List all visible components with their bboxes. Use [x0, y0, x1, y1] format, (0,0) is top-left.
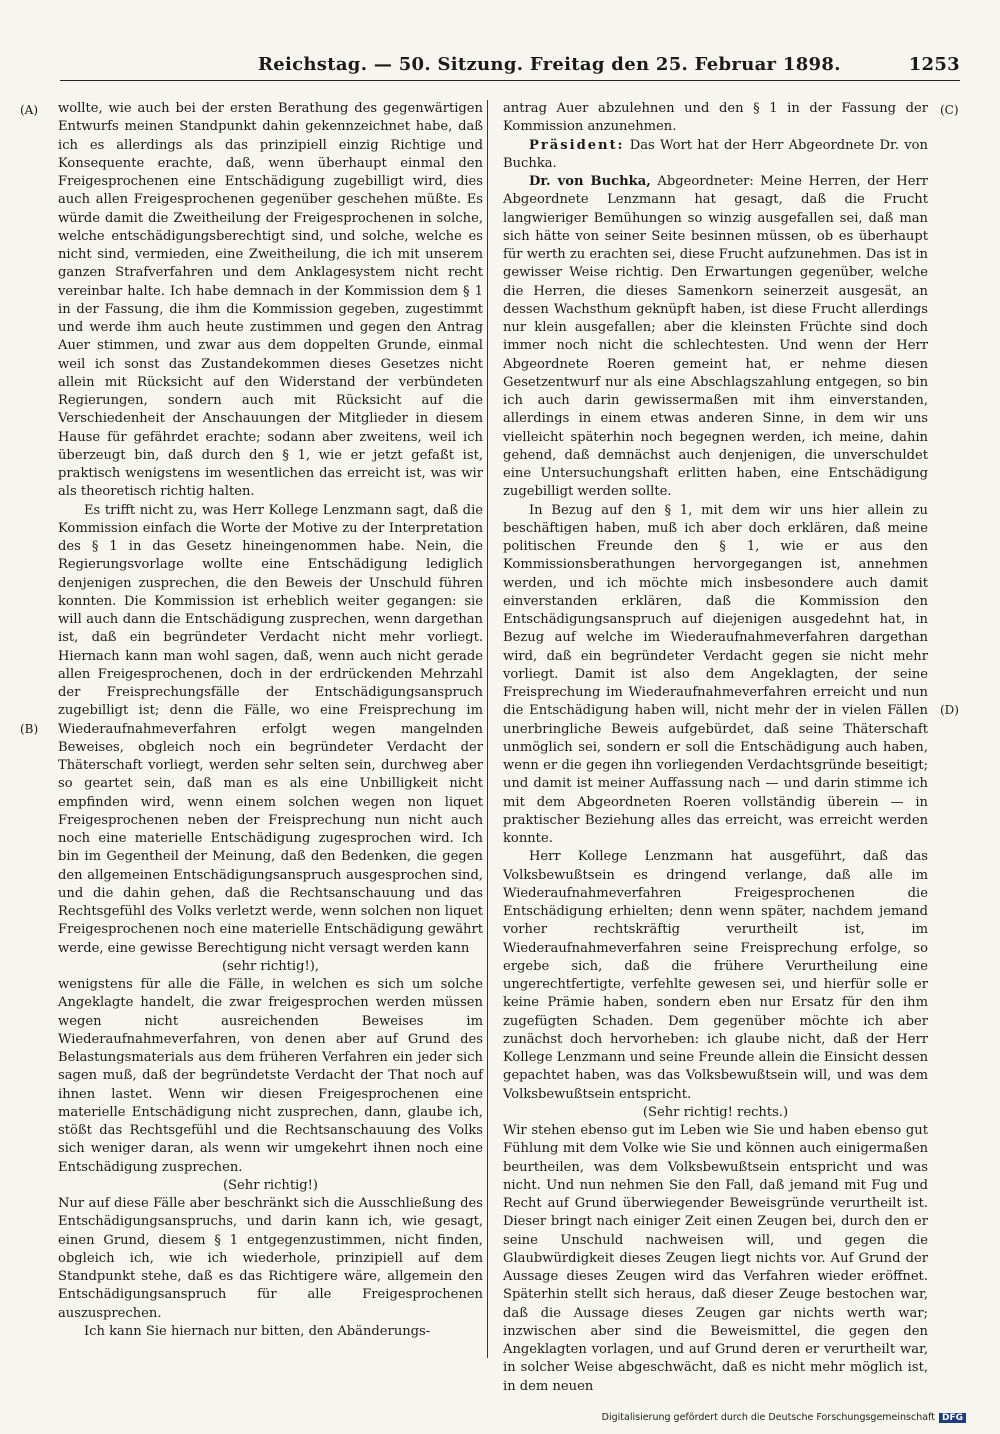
president-text: Das Wort hat der Herr Abgeordnete Dr. von Buchka. [503, 137, 928, 171]
margin-marker-a: (A) [20, 103, 39, 117]
margin-marker-c: (C) [940, 103, 959, 117]
left-interjection-2: (Sehr richtig!) [222, 1177, 319, 1193]
buchka-speech [503, 173, 928, 502]
left-paragraph-5: Ich kann Sie hiernach nur bitten, den Abänderungs- [84, 1323, 431, 1339]
margin-marker-d: (D) [940, 703, 959, 717]
left-interjection-1: (sehr richtig!), [221, 958, 319, 974]
page-header [60, 50, 960, 81]
buchka-text: Abgeordneter: Meine Herren, der Herr Abgeordnete Lenzmann hat gesagt, daß die Frucht langwieriger Bemühungen so winzig ausgefallen sei, daß man sich hätte von seiner Seite besinnen müssen, ob es überhaupt für werth zu erachten sei, diese Frucht aufzunehmen. Das ist in gewisser Weise richtig. Den Erwartungen gegenüber, welche die Herren, die dieses Samenkorn seinerzeit ausgesät, an dessen Wachsthum geknüpft haben, ist diese Frucht allerdings nur klein ausgefallen; aber die kleinsten Früchte sind doch immer noch nicht die schlechtesten. Und wenn der Herr Abgeordnete Roeren gemeint hat, er nehme diesen Gesetzentwurf nur als eine Abschlagszahlung entgegen, so bin ich auch darin gewissermaßen mit ihm einverstanden, allerdings in einem etwas anderen Sinne, in dem wir uns vielleicht späterhin noch begegnen werden, ich meine, dahin gehend, daß demnächst auch denjenigen, die unverschuldet eine Untersuchungshaft erlitten haben, eine Entschädigung zugebilligt werden sollte. [503, 174, 928, 500]
speaker-buchka: Dr. von Buchka, [529, 174, 651, 189]
margin-marker-b: (B) [20, 722, 39, 736]
right-paragraph-2: In Bezug auf den § 1, mit dem wir uns hier allein zu beschäftigen haben, muß ich aber doch erklären, daß meine politischen Freunde den § 1, wie er aus den Kommissionsberathungen hervorgegangen ist, annehmen werden, und ich möchte mich insbesondere auch damit einverstanden erklären, daß die Kommission den Entschädigungsanspruch auf diejenigen ausgedehnt hat, in Bezug auf welche im Wiederaufnahmeverfahren dargethan wird, daß ein begründeter Verdacht gegen sie nicht mehr vorliegt. Damit ist also dem Angeklagten, der seine Freisprechung im Wiederaufnahmeverfahren erreicht und nun die Entschädigung haben will, nicht mehr der in vielen Fällen unerbringliche Beweis aufgebürdet, daß seine Thäterschaft unmöglich sei, sondern er soll die Entschädigung auch haben, wenn er die gegen ihn vorliegenden Verdachtsgründe beseitigt; und damit ist meiner Auffassung nach — und darin stimme ich mit dem Abgeordneten Roeren vollständig überein — in praktischer Beziehung alles das erreicht, was erreicht werden konnte. [503, 502, 928, 846]
right-paragraph-1: antrag Auer abzulehnen und den § 1 in der Fassung der Kommission anzunehmen. [503, 101, 928, 135]
right-paragraph-3: Herr Kollege Lenzmann hat ausgeführt, daß das Volksbewußtsein es dringend verlange, daß alle im Wiederaufnahmeverfahren Freigesprochenen die Entschädigung erhielten; denn wenn später, nachdem jemand vorher rechtskräftig verurtheilt ist, im Wiederaufnahmeverfahren seine Freisprechung erfolge, so ergebe sich, daß die frühere Verurtheilung eine ungerechtfertigte, verfehlte gewesen sei, und hierfür solle er keine Prämie haben, sondern eben nur Ersatz für den ihm zugefügten Schaden. Dem gegenüber möchte ich aber zunächst doch hervorheben: ich glaube nicht, daß der Herr Kollege Lenzmann und seine Freunde allein die Einsicht dessen gepachtet haben, was das Volksbewußtsein will, und was dem Volksbewußtsein entspricht. [503, 849, 928, 1102]
left-paragraph-2: Es trifft nicht zu, was Herr Kollege Lenzmann sagt, daß die Kommission einfach die Worte der Motive zu der Interpretation des § 1 in das Gesetz hineingenommen habe. Nein, die Regierungsvorlage wollte eine Entschädigung lediglich denjenigen zusprechen, die den Beweis der Unschuld führen konnten. Die Kommission ist erheblich weiter gegangen: sie will auch dann die Entschädigung zusprechen, wenn dargethan ist, daß ein begründeter Verdacht nicht mehr vorliegt. Hiernach kann man wohl sagen, daß, wenn auch nicht gerade allen Freigesprochenen, doch in der erdrückenden Mehrzahl der Freisprechungsfälle der Entschädigungsanspruch zugebilligt ist; denn die Fälle, wo eine Freisprechung im Wiederaufnahmeverfahren erfolgt wegen mangelnden Beweises, obgleich noch ein begründeter Verdacht der Thäterschaft vorliegt, werden sehr selten sein, durchweg aber so geartet sein, daß man es als eine Unbilligkeit nicht empfinden wird, wenn einem solchen wegen non liquet Freigesprochenen neben der Freisprechung nun nicht auch noch eine materielle Entschädigung zugesprochen wird. Ich bin im Gegentheil der Meinung, daß den Bedenken, die gegen den allgemeinen Entschädigungsanspruch ausgesprochen sind, und die dahin gehen, daß die Rechtsanschauung und das Rechtsgefühl des Volks verletzt werde, wenn solchen non liquet Freigesprochenen noch eine materielle Entschädigung gewährt werde, eine gewisse Berechtigung nicht versagt werden kann [58, 502, 483, 956]
footer-credit [602, 1412, 966, 1423]
dfg-logo: DFG [939, 1413, 966, 1423]
speaker-president: Präsident: [529, 137, 625, 153]
left-paragraph-4: Nur auf diese Fälle aber beschränkt sich die Ausschließung des Entschädigungsanspruchs, und darin kann ich, wie gesagt, einen Grund, diesem § 1 entgegenzustimmen, nicht finden, obgleich ich, wie ich wiederhole, prinzipiell auf dem Standpunkt stehe, daß es das Richtigere wäre, allgemein den Entschädigungsanspruch für alle Freigesprochenen auszusprechen. [58, 1196, 483, 1321]
footer-text: Digitalisierung gefördert durch die Deutsche Forschungsgemeinschaft [601, 1412, 935, 1423]
running-title: Reichstag. — 50. Sitzung. Freitag den 25. Februar 1898. [258, 54, 841, 75]
right-column [503, 100, 928, 1396]
president-statement [503, 137, 928, 174]
left-paragraph-3: wenigstens für alle die Fälle, in welchen es sich um solche Angeklagte handelt, die zwar freigesprochen werden müssen wegen nicht ausreichenden Beweises im Wiederaufnahmeverfahren, von denen aber auf Grund des Belastungsmaterials aus dem früheren Verfahren ein jeder sich sagen muß, daß der begründetste Verdacht der That noch auf ihnen lastet. Wenn wir diesen Freigesprochenen eine materielle Entschädigung nicht zusprechen, dann, glaube ich, stößt das Rechtsgefühl und die Rechtsanschauung des Volks sich weniger daran, als wenn wir umgekehrt ihnen noch eine Entschädigung zusprechen. [58, 977, 483, 1175]
right-paragraph-4: Wir stehen ebenso gut im Leben wie Sie und haben ebenso gut Fühlung mit dem Volke wie Sie und können auch einigermaßen beurtheilen, was dem Volksbewußtsein entspricht und was nicht. Und nun nehmen Sie den Fall, daß jemand mit Fug und Recht auf Grund überwiegender Beweisgründe verurtheilt ist. Dieser bringt nach einiger Zeit einen Zeugen bei, durch den er seine Unschuld nachweisen will, und gegen die Glaubwürdigkeit dieses Zeugen liegt nichts vor. Auf Grund der Aussage dieses Zeugen wird das Verfahren wieder eröffnet. Späterhin stellt sich heraus, daß dieser Zeuge bestochen war, daß die Aussage dieses Zeugen gar nichts werth war; inzwischen aber sind die Beweismittel, die gegen den Angeklagten vorlagen, und auf Grund deren er verurtheilt war, in solcher Weise abgeschwächt, daß es nicht mehr möglich ist, in dem neuen [503, 1123, 928, 1394]
right-interjection: (Sehr richtig! rechts.) [642, 1104, 789, 1120]
page-number: 1253 [908, 54, 960, 75]
left-column [58, 100, 483, 1341]
left-paragraph-1: wollte, wie auch bei der ersten Berathung des gegenwärtigen Entwurfs meinen Standpunkt dahin gekennzeichnet habe, daß ich es allerdings als das prinzipiell einzig Richtige und Konsequente erachte, daß, wenn überhaupt einmal den Freigesprochenen eine Entschädigung zugebilligt wird, dies auch allen Freigesprochenen gegenüber geschehen müßte. Es würde damit die Zweitheilung der Freigesprochenen in solche, welche entschädigungsberechtigt sind, und solche, welche es nicht sind, vermieden, eine Zweitheilung, die ich mit unserem ganzen Strafverfahren und dem Anklagesystem nicht recht vereinbar halte. Ich habe demnach in der Kommission dem § 1 in der Fassung, die ihm die Kommission gegeben, zugestimmt und werde ihm auch heute zustimmen und gegen den Antrag Auer stimmen, und zwar aus dem doppelten Grunde, einmal weil ich sonst das Zustandekommen dieses Gesetzes nicht allein mit Rücksicht auf den Widerstand der verbündeten Regierungen, sondern auch mit Rücksicht auf die Verschiedenheit der Anschauungen der Mitglieder in diesem Hause für gefährdet erachte; sodann aber zweitens, weil ich überzeugt bin, daß durch den § 1, wie er jetzt gefaßt ist, praktisch wenigstens im wesentlichen das erreicht ist, was wir als theoretisch richtig halten. [58, 101, 483, 500]
column-divider [487, 100, 488, 1358]
